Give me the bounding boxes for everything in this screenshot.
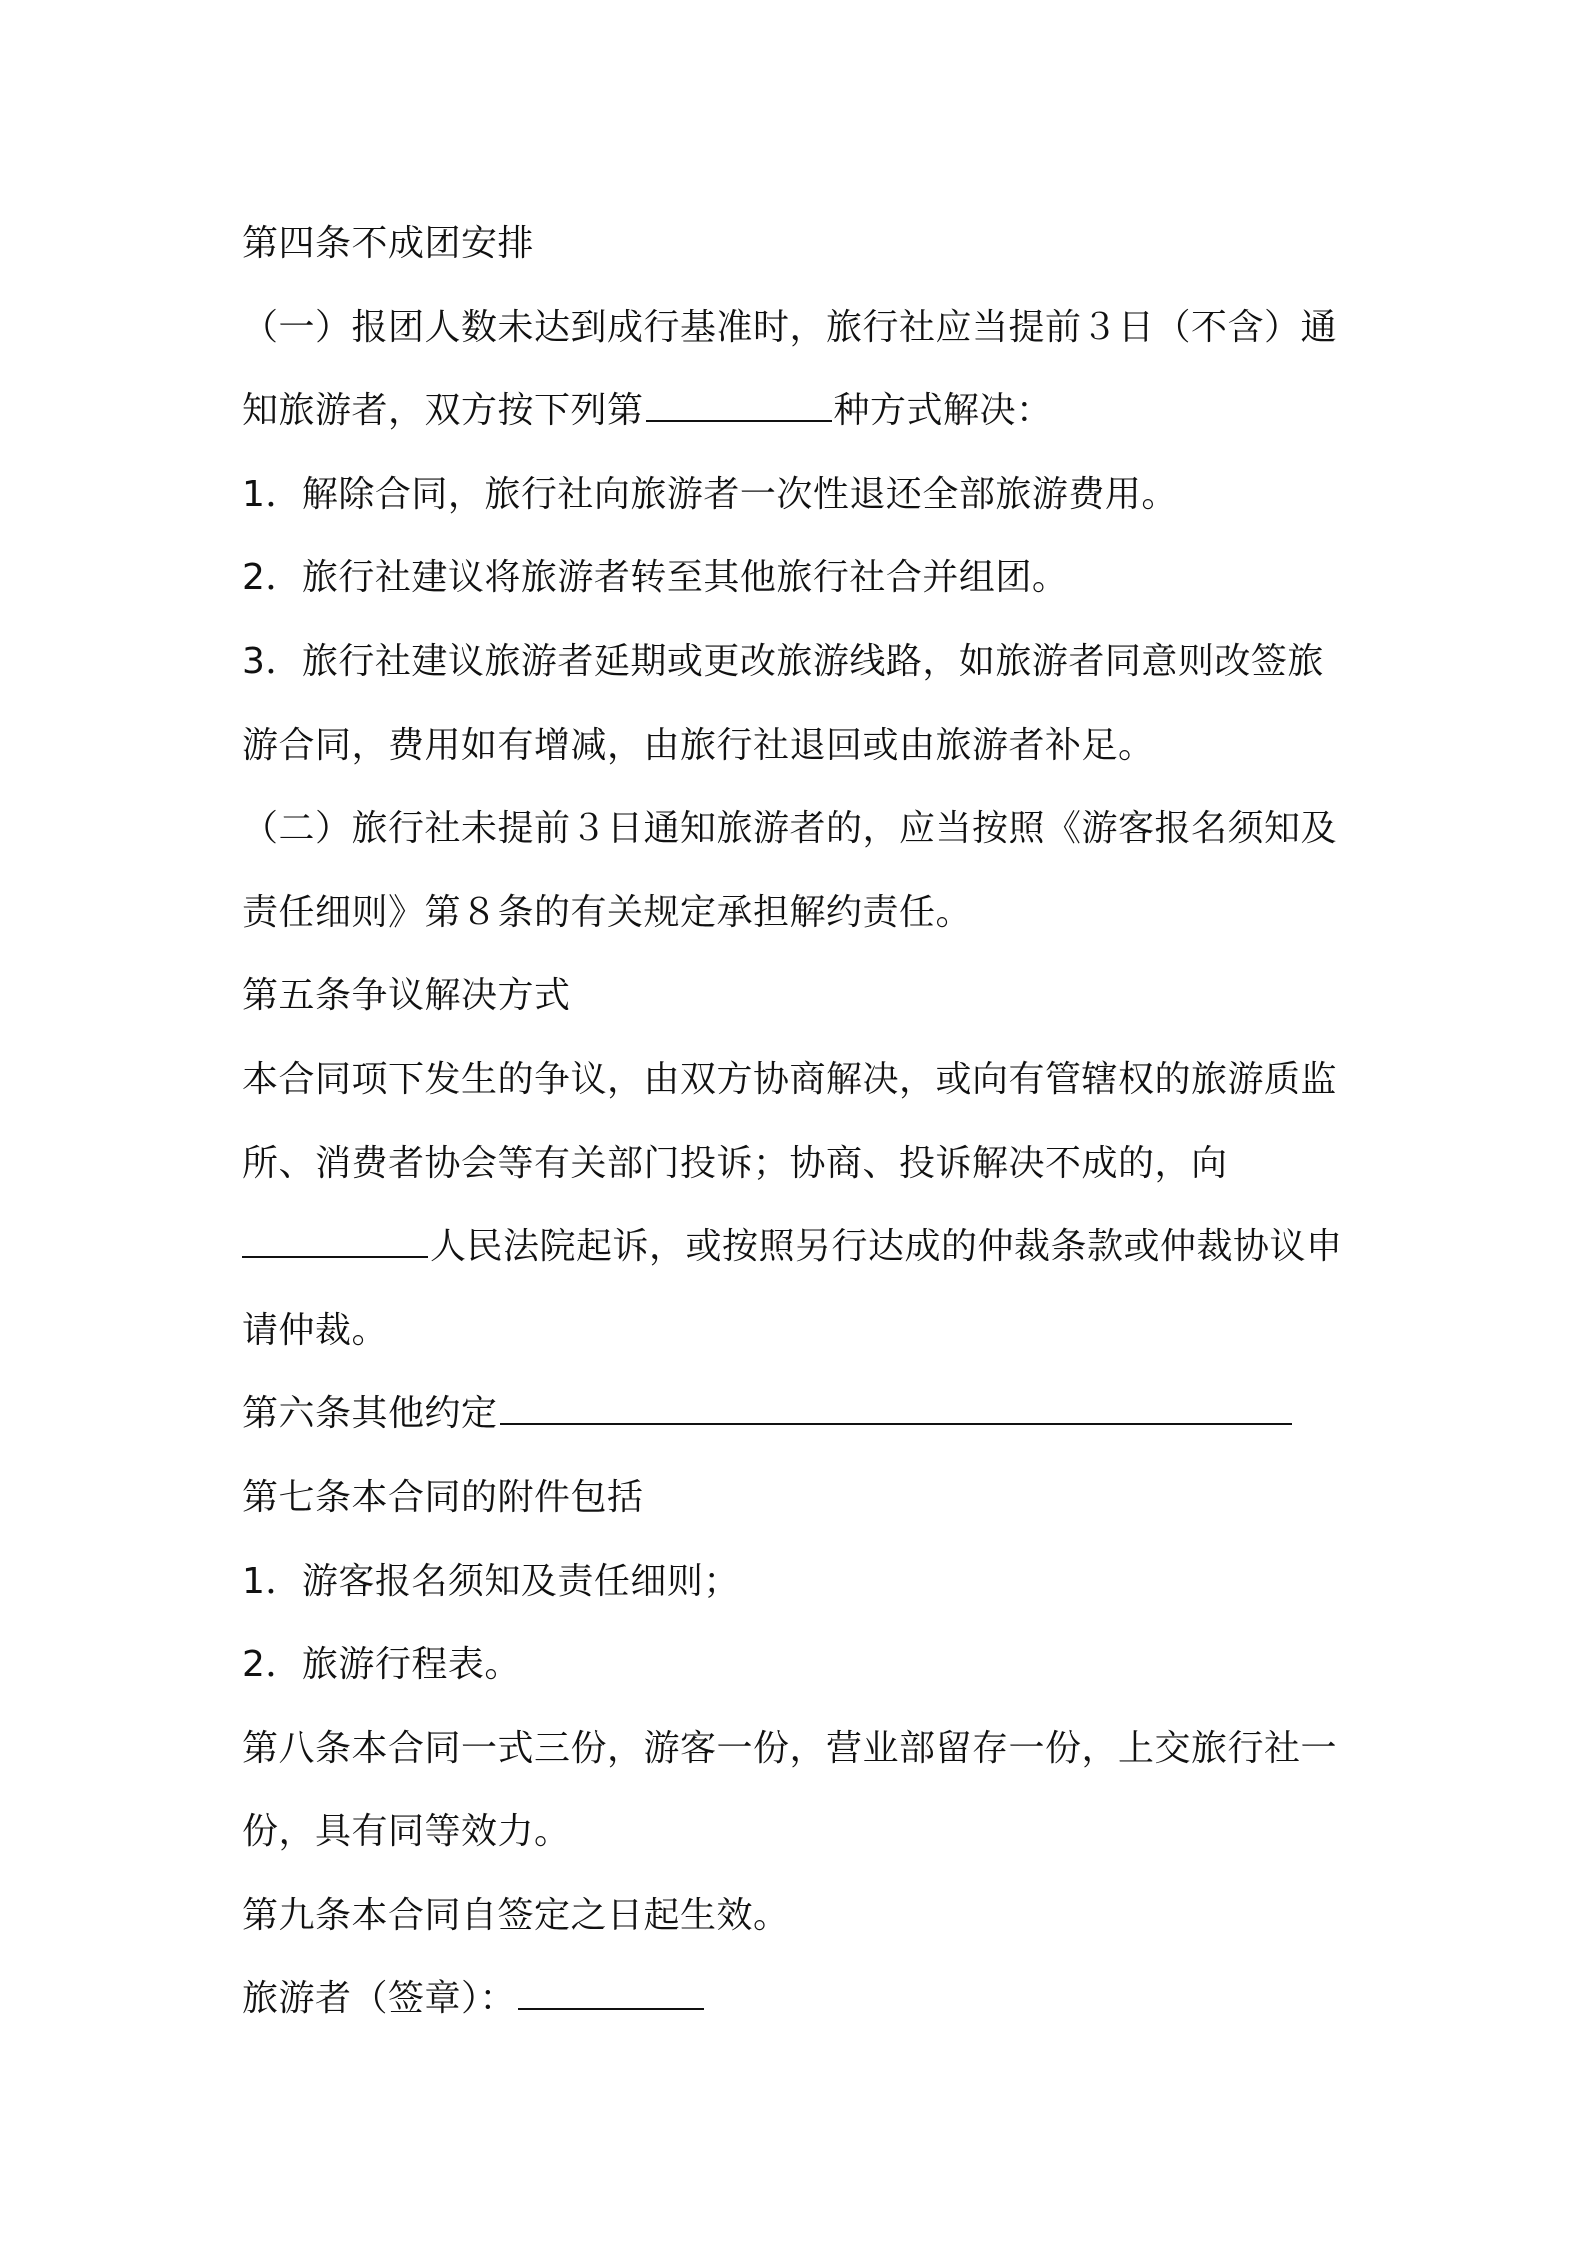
article5-text-line1: 本合同项下发生的争议，由双方协商解决，或向有管辖权的旅游质监: [242, 1058, 1338, 1100]
resolution-method-blank[interactable]: [646, 390, 832, 422]
article4-clause1-text-post: 种方式解决：: [833, 390, 1053, 432]
article8-line1: 第八条本合同一式三份，游客一份，营业部留存一份，上交旅行社一: [242, 1727, 1338, 1769]
article4-title: 第四条不成团安排: [242, 223, 535, 264]
article4-clause1-line1: （一）报团人数未达到成行基准时，旅行社应当提前３日（不含）通: [242, 306, 1338, 348]
article7-item2: 2．旅游行程表。: [242, 1644, 521, 1686]
court-name-blank[interactable]: [242, 1226, 428, 1258]
article4-option3-line1: 3．旅行社建议旅游者延期或更改旅游线路，如旅游者同意则改签旅: [242, 640, 1324, 682]
article8-line2: 份，具有同等效力。: [242, 1811, 571, 1853]
article4-clause1-text-pre: 知旅游者，双方按下列第: [242, 390, 644, 432]
article5-title: 第五条争议解决方式: [242, 975, 571, 1017]
article4-option1: 1．解除合同，旅行社向旅游者一次性退还全部旅游费用。: [242, 473, 1178, 515]
article5-text-line2: 所、消费者协会等有关部门投诉；协商、投诉解决不成的，向: [242, 1142, 1228, 1184]
article4-option2: 2．旅行社建议将旅游者转至其他旅行社合并组团。: [242, 557, 1069, 599]
article6-line: [242, 1372, 1352, 1456]
article4-clause1-line2: [242, 369, 1352, 453]
article7-title: 第七条本合同的附件包括: [242, 1476, 644, 1518]
signature-label: 旅游者（签章）：: [242, 1978, 517, 2020]
traveler-signature-blank[interactable]: [518, 1978, 704, 2010]
article4-clause2-line2: 责任细则》第８条的有关规定承担解约责任。: [242, 891, 973, 933]
signature-line: [242, 1957, 1352, 2041]
article9-line: 第九条本合同自签定之日起生效。: [242, 1894, 790, 1936]
article5-text-line3-post: 人民法院起诉，或按照另行达成的仲裁条款或仲裁协议申: [430, 1226, 1343, 1268]
article5-text-line4: 请仲裁。: [242, 1309, 389, 1351]
article4-option3-line2: 游合同，费用如有增减，由旅行社退回或由旅游者补足。: [242, 724, 1155, 766]
article4-clause2-line1: （二）旅行社未提前３日通知旅游者的，应当按照《游客报名须知及: [242, 808, 1338, 850]
contract-body: [242, 202, 1352, 2041]
article5-text-line3: [242, 1205, 1352, 1289]
article7-item1: 1．游客报名须知及责任细则；: [242, 1560, 740, 1602]
article6-title: 第六条其他约定: [242, 1393, 498, 1435]
other-terms-blank[interactable]: [500, 1393, 1292, 1425]
